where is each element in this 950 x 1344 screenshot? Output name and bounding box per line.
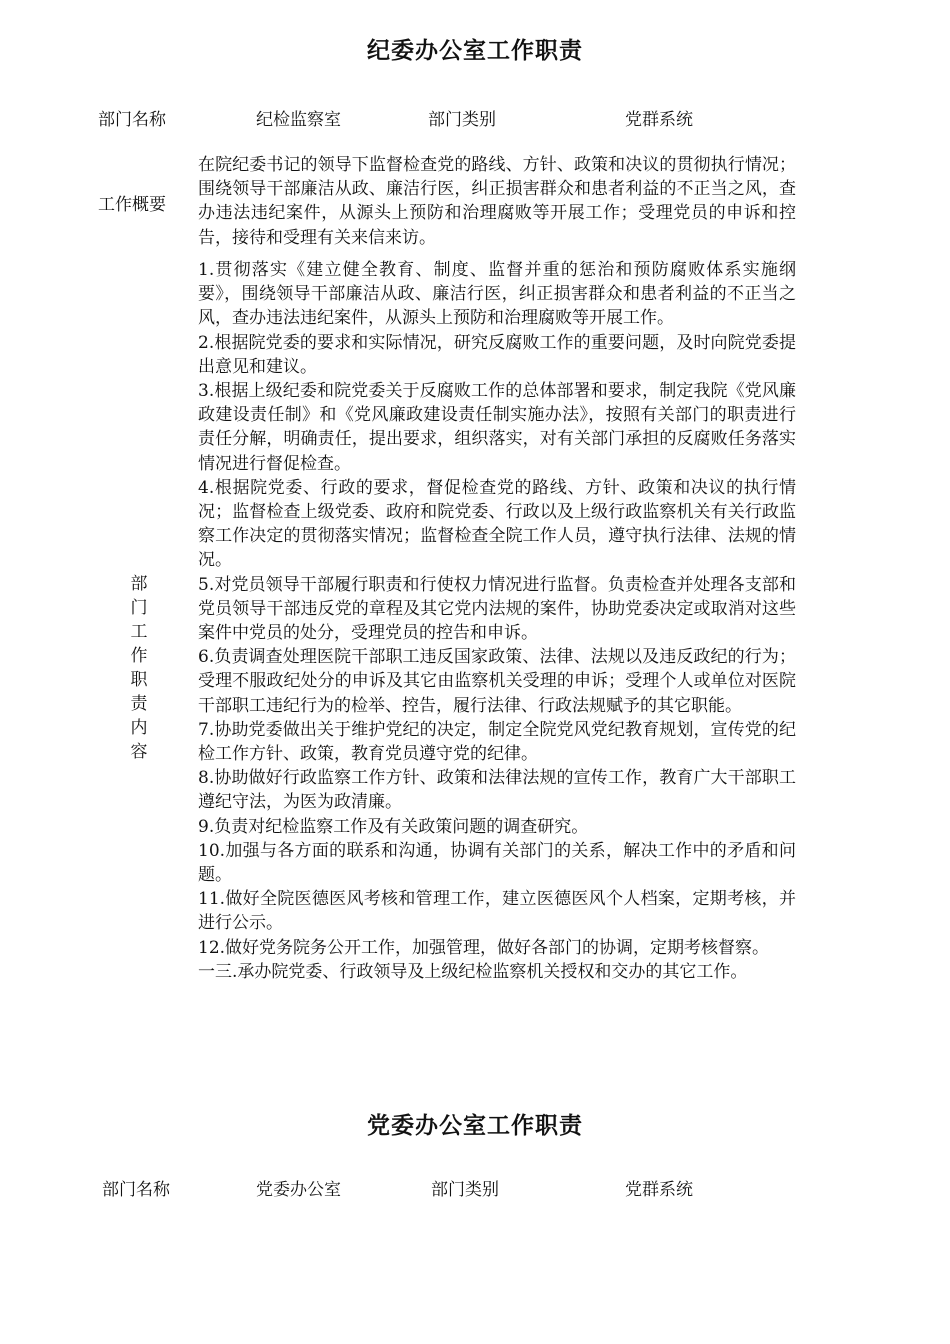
duty-item: 一三.承办院党委、行政领导及上级纪检监察机关授权和交办的其它工作。 bbox=[198, 961, 748, 982]
duty-item: 6.负责调查处理医院干部职工违反国家政策、法律、法规以及违反政纪的行为；受理不服政纪处分的申诉及其它由监察机关受理的申诉；受理个人或单位对医院干部职工违纪行为的检举、控告，履行法律、行政法规赋予的其它职能。 bbox=[198, 647, 796, 716]
dept-type-label: 部门类别 bbox=[428, 110, 496, 130]
duties-label-char: 工 bbox=[130, 622, 148, 642]
duties-label-char: 责 bbox=[130, 694, 148, 714]
duty-item: 5.对党员领导干部履行职责和行使权力情况进行监督。负责检查并处理各支部和党员领导干部违反党的章程及其它党内法规的案件，协助党委决定或取消对这些案件中党员的处分，受理党员的控告和申诉。 bbox=[198, 574, 796, 644]
duty-item: 12.做好党务院务公开工作，加强管理，做好各部门的协调，定期考核督察。 bbox=[198, 937, 770, 958]
duty-item: 11.做好全院医德医风考核和管理工作，建立医德医风个人档案，定期考核，并进行公示。 bbox=[198, 889, 796, 934]
duties-label bbox=[128, 572, 150, 764]
summary-label: 工作概要 bbox=[98, 195, 166, 215]
duty-item: 9.负责对纪检监察工作及有关政策问题的调查研究。 bbox=[198, 816, 589, 837]
dept-type-value: 党群系统 bbox=[625, 110, 693, 130]
duty-item: 7.协助党委做出关于维护党纪的决定，制定全院党风党纪教育规划，宣传党的纪检工作方针、政策，教育党员遵守党的纪律。 bbox=[198, 719, 796, 765]
dept-name-label: 部门名称 bbox=[98, 110, 166, 130]
section2-dept-type-label: 部门类别 bbox=[431, 1180, 499, 1200]
duties-label-char: 门 bbox=[130, 598, 148, 618]
duties-label-char: 容 bbox=[130, 742, 148, 762]
duty-item: 10.加强与各方面的联系和沟通，协调有关部门的关系，解决工作中的矛盾和问题。 bbox=[198, 840, 796, 886]
duty-item: 8.协助做好行政监察工作方针、政策和法律法规的宣传工作，教育广大干部职工遵纪守法，为医为政清廉。 bbox=[198, 768, 796, 813]
summary-text: 在院纪委书记的领导下监督检查党的路线、方针、政策和决议的贯彻执行情况；围绕领导干部廉洁从政、廉洁行医，纠正损害群众和患者利益的不正当之风，查办违法违纪案件，从源头上预防和治理腐败等开展工作；受理党员的申诉和控告，接待和受理有关来信来访。 bbox=[198, 155, 796, 248]
duties-label-char: 职 bbox=[130, 670, 148, 690]
section2-title: 党委办公室工作职责 bbox=[367, 1112, 583, 1139]
section2-dept-name-label: 部门名称 bbox=[102, 1180, 170, 1200]
duties-list bbox=[198, 258, 796, 984]
duty-item: 4.根据院党委、行政的要求，督促检查党的路线、方针、政策和决议的执行情况；监督检查上级党委、政府和院党委、行政以及上级行政监察机关有关行政监察工作决定的贯彻落实情况；监督检查全院工作人员，遵守执行法律、法规的情况。 bbox=[198, 477, 796, 571]
dept-name-value: 纪检监察室 bbox=[256, 110, 341, 130]
duty-item: 3.根据上级纪委和院党委关于反腐败工作的总体部署和要求，制定我院《党风廉政建设责任制》和《党风廉政建设责任制实施办法》，按照有关部门的职责进行责任分解，明确责任，提出要求，组织落实，对有关部门承担的反腐败任务落实情况进行督促检查。 bbox=[198, 381, 796, 474]
duties-label-char: 部 bbox=[130, 574, 148, 594]
section2-dept-name-value: 党委办公室 bbox=[256, 1180, 341, 1200]
page-title: 纪委办公室工作职责 bbox=[367, 37, 583, 64]
duties-label-char: 作 bbox=[130, 646, 148, 666]
duties-label-char: 内 bbox=[130, 718, 148, 738]
section2-dept-type-value: 党群系统 bbox=[625, 1180, 693, 1200]
duty-item: 2.根据院党委的要求和实际情况，研究反腐败工作的重要问题，及时向院党委提出意见和建议。 bbox=[198, 332, 796, 377]
duty-item: 1.贯彻落实《建立健全教育、制度、监督并重的惩治和预防腐败体系实施纲要》，围绕领导干部廉洁从政、廉洁行医，纠正损害群众和患者利益的不正当之风，查办违法违纪案件，从源头上预防和治理腐败等开展工作。 bbox=[198, 260, 796, 329]
